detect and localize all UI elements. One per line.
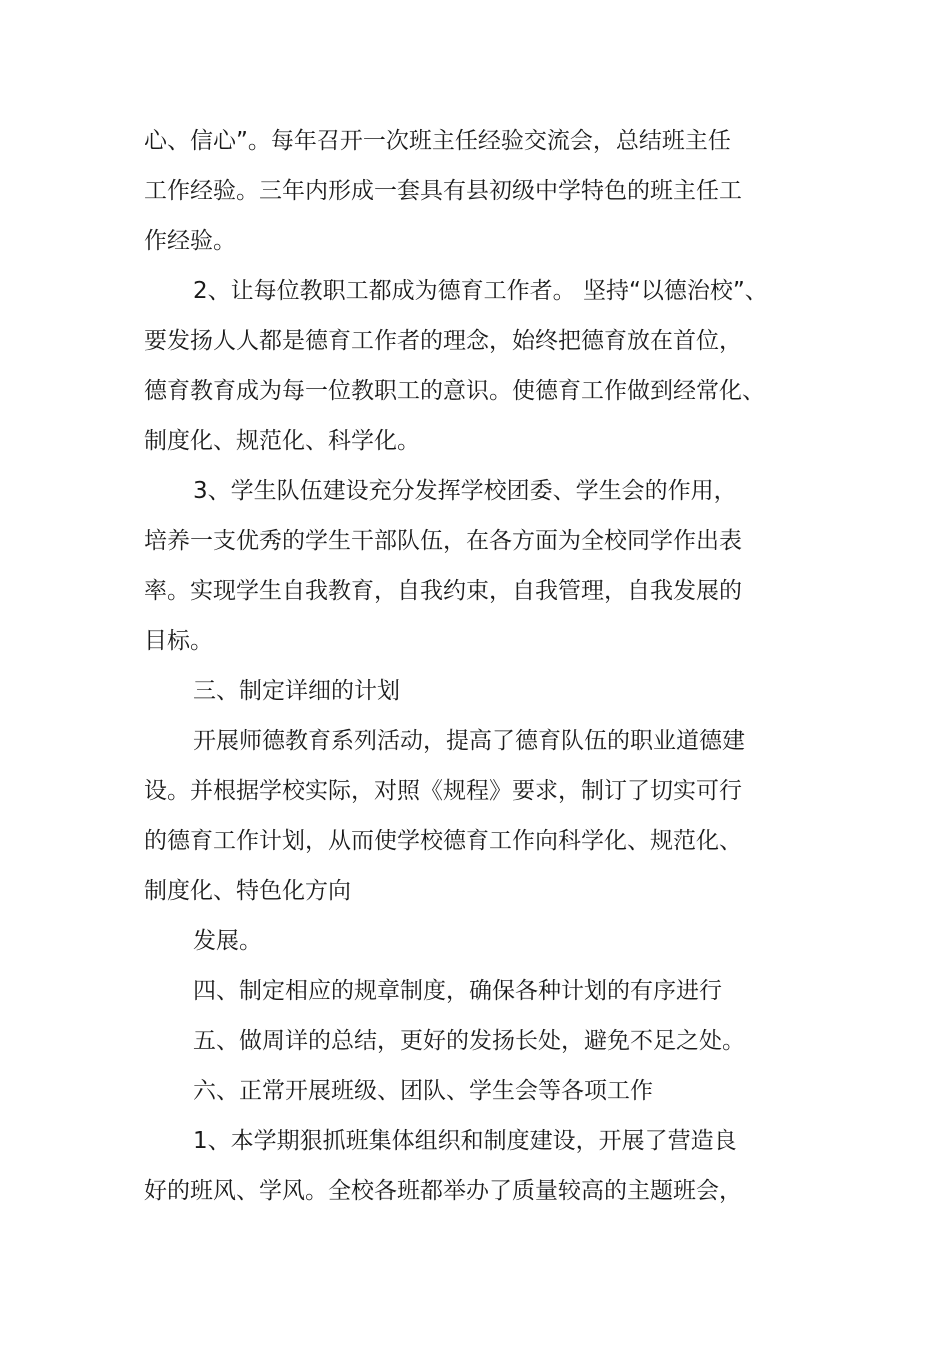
section-heading: 四、制定相应的规章制度，确保各种计划的有序进行 — [193, 978, 722, 1004]
text-line: 目标。 — [144, 628, 213, 654]
text-line: 1、本学期狠抓班集体组织和制度建设，开展了营造良 — [193, 1128, 737, 1154]
text-line: 培养一支优秀的学生干部队伍，在各方面为全校同学作出表 — [144, 528, 742, 554]
text-line: 制度化、特色化方向 — [144, 878, 351, 904]
text-line: 制度化、规范化、科学化。 — [144, 428, 420, 454]
text-line: 德育教育成为每一位教职工的意识。使德育工作做到经常化、 — [144, 378, 765, 404]
text-line: 3、学生队伍建设充分发挥学校团委、学生会的作用， — [193, 478, 737, 504]
section-heading: 三、制定详细的计划 — [193, 678, 400, 704]
text-line: 好的班风、学风。全校各班都举办了质量较高的主题班会， — [144, 1178, 742, 1204]
text-line: 开展师德教育系列活动，提高了德育队伍的职业道德建 — [193, 728, 745, 754]
section-heading: 六、正常开展班级、团队、学生会等各项工作 — [193, 1078, 653, 1104]
text-line: 的德育工作计划，从而使学校德育工作向科学化、规范化、 — [144, 828, 742, 854]
text-line: 率。实现学生自我教育，自我约束，自我管理，自我发展的 — [144, 578, 742, 604]
text-line: 2、让每位教职工都成为德育工作者。 坚持“以德治校”、 — [193, 278, 768, 304]
text-line: 工作经验。三年内形成一套具有县初级中学特色的班主任工 — [144, 178, 742, 204]
text-line: 作经验。 — [144, 228, 236, 254]
text-line: 要发扬人人都是德育工作者的理念，始终把德育放在首位， — [144, 328, 742, 354]
text-line: 发展。 — [193, 928, 262, 954]
section-heading: 五、做周详的总结，更好的发扬长处，避免不足之处。 — [193, 1028, 745, 1054]
text-line: 心、信心”。每年召开一次班主任经验交流会，总结班主任 — [144, 128, 731, 154]
text-line: 设。并根据学校实际，对照《规程》要求，制订了切实可行 — [144, 778, 742, 804]
